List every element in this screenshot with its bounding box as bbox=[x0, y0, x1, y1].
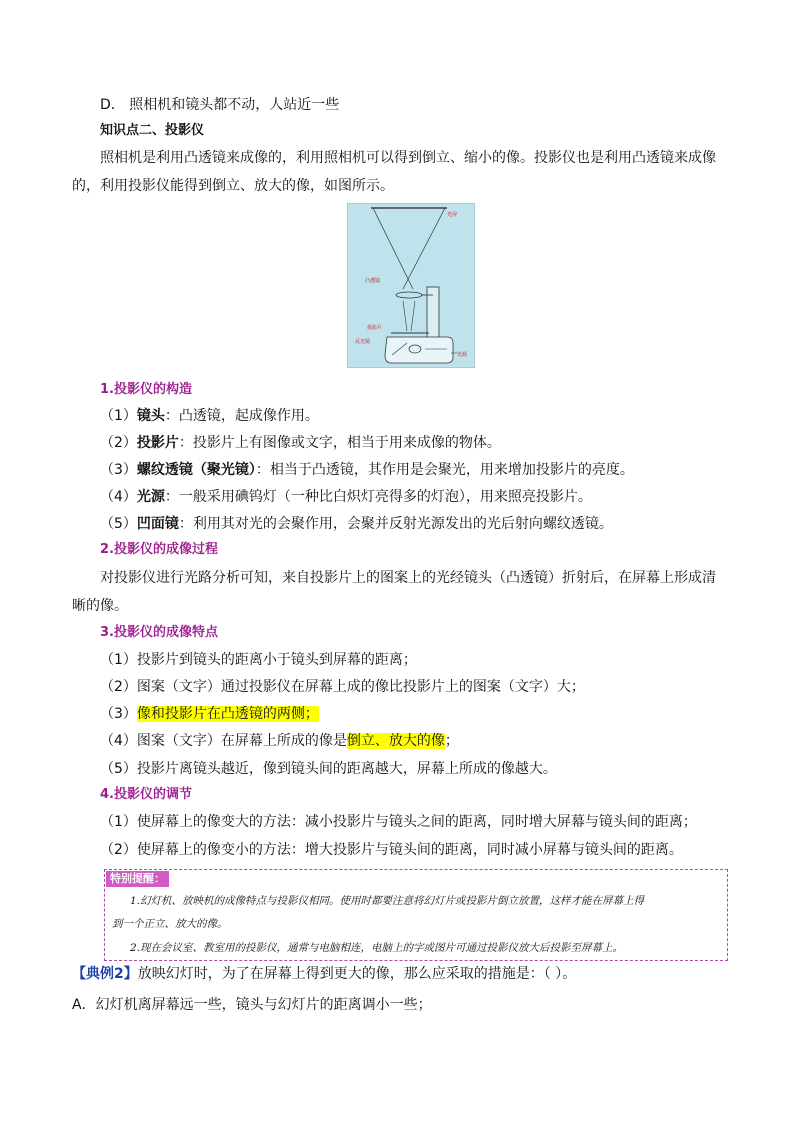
structure-item-5: （5）凹面镜：利用其对光的会聚作用，会聚并反射光源发出的光后射向螺纹透镜。 bbox=[100, 516, 613, 532]
feature-item-5: （5）投影片离镜头越近，像到镜头间的距离越大，屏幕上所成的像越大。 bbox=[100, 761, 557, 777]
label-light-source: 光源 bbox=[457, 352, 468, 358]
adjustment-item-1: （1）使屏幕上的像变大的方法：减小投影片与镜头之间的距离，同时增大屏幕与镜头间的距离； bbox=[100, 814, 697, 830]
label-screen: 光屏 bbox=[447, 212, 458, 218]
section-title-kp2: 知识点二、投影仪 bbox=[100, 123, 205, 138]
section-title-structure: 1.投影仪的构造 bbox=[100, 382, 192, 397]
projector-diagram bbox=[347, 203, 475, 368]
example-question: 【典例2】放映幻灯时，为了在屏幕上得到更大的像，那么应采取的措施是：（ ）。 bbox=[72, 966, 577, 982]
note-line-1: 1.幻灯机、放映机的成像特点与投影仪相同。使用时都要注意将幻灯片或投影片倒立放置，这样才能在屏幕上得 bbox=[130, 895, 645, 907]
label-slide: 投影片 bbox=[367, 325, 383, 331]
label-lens: 凸透镜 bbox=[365, 278, 381, 284]
example-option-a: A．幻灯机离屏幕远一些，镜头与幻灯片的距离调小一些； bbox=[72, 997, 432, 1013]
adjustment-item-2: （2）使屏幕上的像变小的方法：增大投影片与镜头间的距离，同时减小屏幕与镜头间的距离。 bbox=[100, 842, 683, 858]
example-tag: 【典例2】 bbox=[72, 966, 138, 982]
feature-item-1: （1）投影片到镜头的距离小于镜头到屏幕的距离； bbox=[100, 652, 417, 668]
label-mirror: 反光镜 bbox=[355, 339, 371, 345]
process-line-1: 对投影仪进行光路分析可知，来自投影片上的图案上的光经镜头（凸透镜）折射后，在屏幕上形成清 bbox=[100, 570, 716, 586]
feature-item-3: （3）像和投影片在凸透镜的两侧； bbox=[100, 706, 319, 722]
note-line-2: 到一个正立、放大的像。 bbox=[112, 918, 228, 930]
feature-item-2: （2）图案（文字）通过投影仪在屏幕上成的像比投影片上的图案（文字）大； bbox=[100, 679, 585, 695]
special-note-title: 特别提醒： bbox=[106, 871, 169, 887]
intro-line-1: 照相机是利用凸透镜来成像的，利用照相机可以得到倒立、缩小的像。投影仪也是利用凸透镜来成像 bbox=[100, 150, 716, 166]
option-d: D． 照相机和镜头都不动，人站近一些 bbox=[100, 97, 340, 113]
structure-item-3: （3）螺纹透镜（聚光镜）：相当于凸透镜，其作用是会聚光，用来增加投影片的亮度。 bbox=[100, 462, 634, 478]
section-title-imaging-features: 3.投影仪的成像特点 bbox=[100, 625, 218, 640]
intro-line-2: 的，利用投影仪能得到倒立、放大的像，如图所示。 bbox=[72, 178, 394, 194]
note-line-3: 2.现在会议室、教室用的投影仪，通常与电脑相连，电脑上的字或图片可通过投影仪放大后投影至屏幕上。 bbox=[130, 942, 624, 954]
process-line-2: 晰的像。 bbox=[72, 598, 128, 614]
section-title-adjustment: 4.投影仪的调节 bbox=[100, 787, 192, 802]
feature-item-4: （4）图案（文字）在屏幕上所成的像是倒立、放大的像； bbox=[100, 733, 459, 749]
structure-item-1: （1）镜头：凸透镜，起成像作用。 bbox=[100, 408, 319, 424]
projector-base bbox=[385, 337, 453, 363]
structure-item-4: （4）光源：一般采用碘钨灯（一种比白炽灯亮得多的灯泡），用来照亮投影片。 bbox=[100, 489, 592, 505]
section-title-imaging-process: 2.投影仪的成像过程 bbox=[100, 542, 218, 557]
structure-item-2: （2）投影片：投影片上有图像或文字，相当于用来成像的物体。 bbox=[100, 435, 501, 451]
